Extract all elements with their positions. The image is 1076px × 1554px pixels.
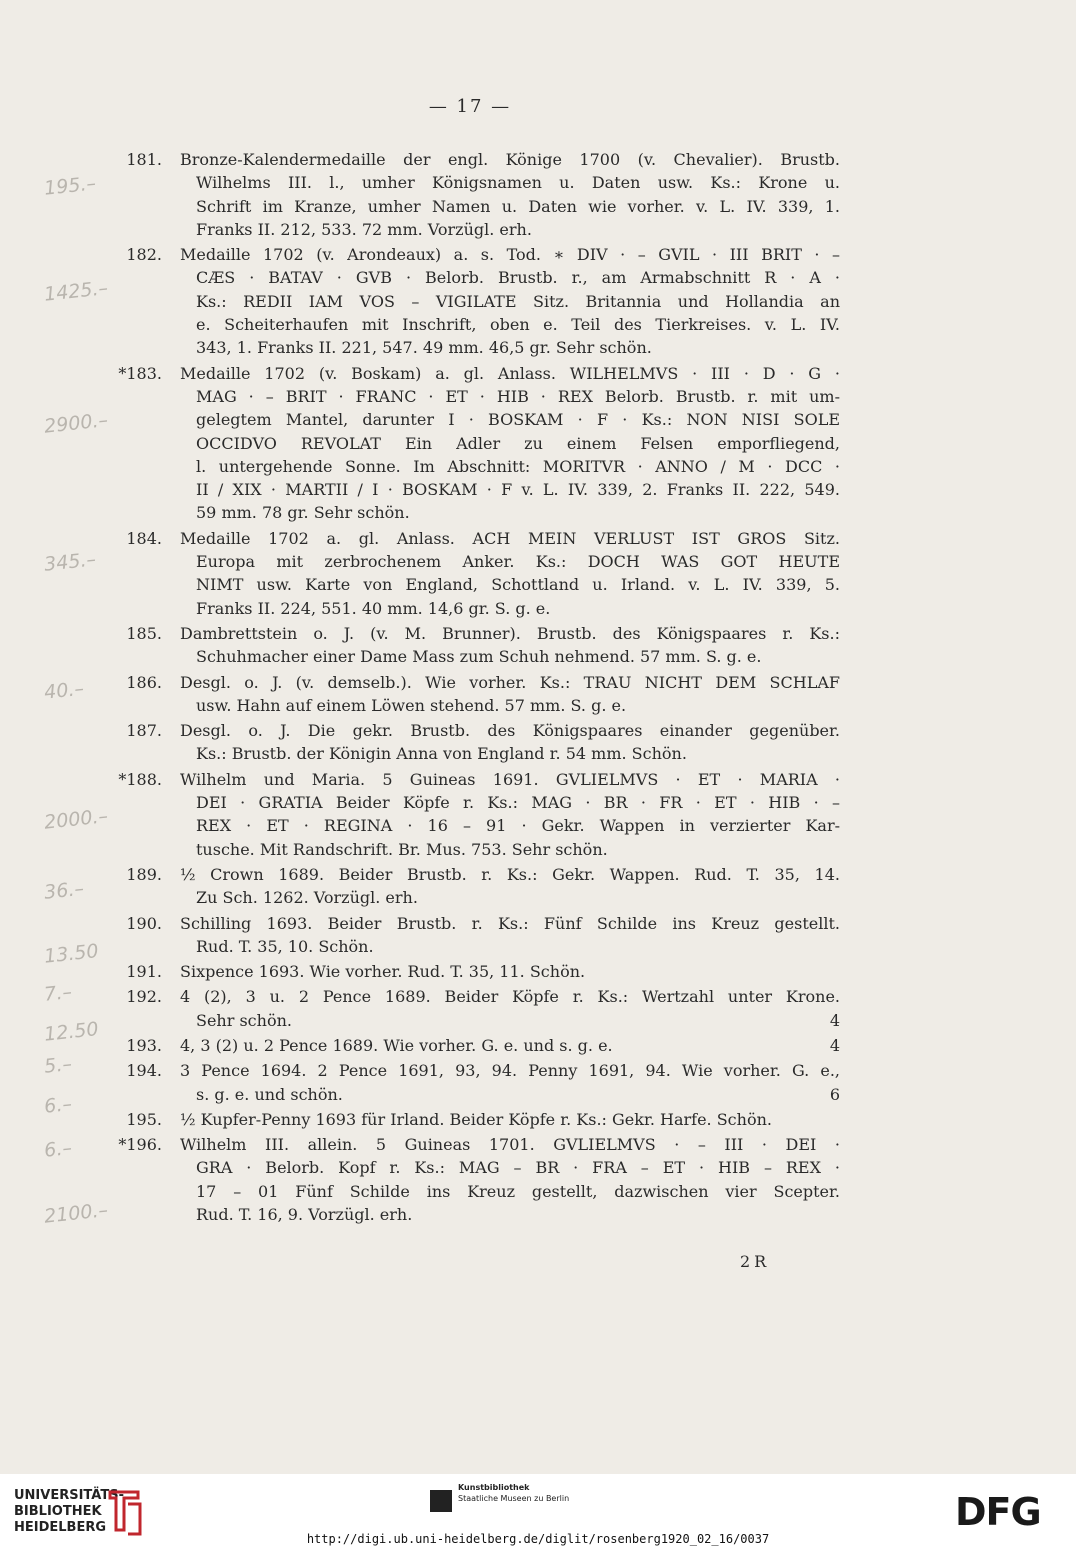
catalogue-entry — [0, 243, 1076, 359]
permalink-url[interactable]: http://digi.ub.uni-heidelberg.de/diglit/rosenberg1920_02_16/0037 — [306, 1532, 770, 1546]
entry-text-line: l. untergehende Sonne. Im Abschnitt: MORITVR · ANNO / M · DCC · — [196, 456, 840, 476]
entry-number: 195. — [126, 1109, 162, 1129]
entry-text-line: e. Scheiterhaufen mit Inschrift, oben e. Teil des Tierkreises. v. L. IV. — [196, 315, 840, 335]
entry-text-line: 343, 1. Franks II. 221, 547. 49 mm. 46,5 gr. Sehr schön. — [196, 338, 652, 358]
margin-price-note: 2900.– — [43, 409, 110, 438]
entry-text-line: Schuhmacher einer Dame Mass zum Schuh nehmend. 57 mm. S. g. e. — [196, 647, 762, 667]
entry-text-line: Sixpence 1693. Wie vorher. Rud. T. 35, 11. Schön. — [180, 962, 586, 982]
entry-text-line: Medaille 1702 (v. Arondeaux) a. s. Tod. ∗ DIV · – GVIL · III BRIT · – — [180, 245, 840, 265]
entry-text-line: Zu Sch. 1262. Vorzügl. erh. — [196, 888, 418, 908]
entry-text-line: ½ Kupfer-Penny 1693 für Irland. Beider Köpfe r. Ks.: Gekr. Harfe. Schön. — [180, 1109, 772, 1129]
entry-text-line: NIMT usw. Karte von England, Schottland u. Irland. v. L. IV. 339, 5. — [196, 575, 840, 595]
catalogue-entry — [0, 362, 1076, 525]
entry-number: 185. — [126, 623, 162, 643]
margin-price-note: 2000.– — [43, 805, 110, 834]
entry-number: 184. — [126, 528, 162, 548]
entry-number: 192. — [126, 987, 162, 1007]
entry-text-line: Dambrettstein o. J. (v. M. Brunner). Brustb. des Königspaares r. Ks.: — [180, 623, 840, 643]
entry-text-line: Rud. T. 35, 10. Schön. — [196, 936, 374, 956]
catalogue-entry — [0, 671, 1076, 718]
ub-logo-mark-icon — [104, 1484, 144, 1538]
margin-price-note: 7.– — [43, 980, 73, 1006]
margin-price-note: 36.– — [43, 877, 85, 904]
entry-text-line: II / XIX · MARTII / I · BOSKAM · F v. L. IV. 339, 2. Franks II. 222, 549. — [196, 480, 840, 500]
entry-text-line: Desgl. o. J. (v. demselb.). Wie vorher. Ks.: TRAU NICHT DEM SCHLAF — [180, 672, 840, 692]
entry-text-line: Medaille 1702 (v. Boskam) a. gl. Anlass. WILHELMVS · III · D · G · — [180, 363, 840, 383]
entry-number: *196. — [118, 1135, 162, 1155]
ub-line: HEIDELBERG — [14, 1520, 107, 1535]
margin-price-note: 1425.– — [43, 277, 110, 306]
printer-signature: 2R — [740, 1252, 771, 1271]
entry-text-line: s. g. e. und schön. — [196, 1084, 343, 1104]
entry-text-line: Schrift im Kranze, umher Namen u. Daten wie vorher. v. L. IV. 339, 1. — [196, 196, 840, 216]
catalogue-entry — [0, 863, 1076, 910]
catalogue-entry — [0, 622, 1076, 669]
catalogue-entry — [0, 1108, 1076, 1131]
entry-text-line: Rud. T. 16, 9. Vorzügl. erh. — [196, 1205, 413, 1225]
entry-text-line: Medaille 1702 a. gl. Anlass. ACH MEIN VERLUST IST GROS Sitz. — [180, 528, 840, 548]
entry-number: 187. — [126, 721, 162, 741]
lot-quantity: 4 — [829, 1010, 840, 1030]
ub-line: UNIVERSITÄTS- — [14, 1488, 124, 1503]
catalogue-entry — [0, 148, 1076, 241]
kb-line: Kunstbibliothek — [458, 1483, 530, 1492]
entry-text-line: Wilhelm III. allein. 5 Guineas 1701. GVLIELMVS · – III · DEI · — [180, 1135, 840, 1155]
dfg-logo[interactable]: DFG — [955, 1490, 1041, 1534]
margin-price-note: 12.50 — [43, 1018, 100, 1046]
entry-text-line — [196, 1009, 840, 1032]
entry-text-line: MAG · – BRIT · FRANC · ET · HIB · REX Belorb. Brustb. r. mit um- — [196, 386, 840, 406]
catalogue-entry — [0, 1133, 1076, 1226]
entry-number: 189. — [126, 864, 162, 884]
entry-text-line: tusche. Mit Randschrift. Br. Mus. 753. Sehr schön. — [196, 839, 608, 859]
kunstbibliothek-logo[interactable] — [458, 1482, 569, 1504]
entry-text-line: 4, 3 (2) u. 2 Pence 1689. Wie vorher. G. e. und s. g. e. — [180, 1035, 613, 1055]
entry-text-line: Wilhelm und Maria. 5 Guineas 1691. GVLIELMVS · ET · MARIA · — [180, 769, 840, 789]
entry-text-line: Franks II. 224, 551. 40 mm. 14,6 gr. S. g. e. — [196, 598, 551, 618]
catalogue-entry — [0, 1059, 1076, 1106]
entry-text-line: Ks.: REDII IAM VOS – VIGILATE Sitz. Britannia und Hollandia an — [196, 291, 840, 311]
margin-price-note: 40.– — [43, 677, 85, 704]
margin-price-note: 13.50 — [43, 940, 100, 968]
catalogue-entry — [0, 719, 1076, 766]
entry-text-line: gelegtem Mantel, darunter I · BOSKAM · F · Ks.: NON NISI SOLE — [196, 410, 840, 430]
entry-number: *183. — [118, 363, 162, 383]
catalogue-entry — [0, 527, 1076, 620]
entry-number: 191. — [126, 962, 162, 982]
kb-line: Staatliche Museen zu Berlin — [458, 1494, 570, 1503]
kb-logo-mark-icon — [430, 1490, 452, 1512]
catalogue-entry — [0, 1034, 1076, 1057]
entry-text-line: Bronze-Kalendermedaille der engl. Könige 1700 (v. Chevalier). Brustb. — [180, 150, 840, 169]
margin-price-note: 6.– — [43, 1136, 73, 1162]
catalogue-entry — [0, 768, 1076, 861]
entry-text-line: Ks.: Brustb. der Königin Anna von England r. 54 mm. Schön. — [196, 744, 687, 764]
entry-text-line: Europa mit zerbrochenem Anker. Ks.: DOCH WAS GOT HEUTE — [196, 552, 840, 572]
entry-text-line: Wilhelms III. l., umher Königsnamen u. Daten usw. Ks.: Krone u. — [196, 173, 840, 193]
entry-text-line: 4 (2), 3 u. 2 Pence 1689. Beider Köpfe r. Ks.: Wertzahl unter Krone. — [180, 987, 840, 1007]
entry-text-line: DEI · GRATIA Beider Köpfe r. Ks.: MAG · BR · FR · ET · HIB · – — [196, 793, 840, 813]
catalogue-entry — [0, 912, 1076, 959]
entry-number: 193. — [126, 1035, 162, 1055]
entry-text-line: Sehr schön. — [196, 1010, 292, 1030]
page-number: — 17 — — [428, 96, 512, 117]
entry-number: 181. — [126, 150, 162, 169]
entry-text-line: 3 Pence 1694. 2 Pence 1691, 93, 94. Penny 1691, 94. Wie vorher. G. e., — [180, 1061, 840, 1081]
entry-number: 190. — [126, 913, 162, 933]
catalogue-entry — [0, 985, 1076, 1032]
entry-text-line: OCCIDVO REVOLAT Ein Adler zu einem Felsen emporfliegend, — [196, 433, 840, 453]
entry-number: 194. — [126, 1061, 162, 1081]
entry-text-line: ½ Crown 1689. Beider Brustb. r. Ks.: Gekr. Wappen. Rud. T. 35, 14. — [180, 864, 840, 884]
entry-text-line — [196, 1083, 840, 1106]
entry-text-line: Schilling 1693. Beider Brustb. r. Ks.: Fünf Schilde ins Kreuz gestellt. — [180, 913, 840, 933]
margin-price-note: 195.– — [43, 172, 97, 200]
entry-text-line: usw. Hahn auf einem Löwen stehend. 57 mm. S. g. e. — [196, 695, 627, 715]
margin-price-note: 345.– — [43, 548, 97, 576]
footer-bar — [0, 1474, 1076, 1554]
margin-price-note: 5.– — [43, 1052, 73, 1078]
entry-text-line: CÆS · BATAV · GVB · Belorb. Brustb. r., am Armabschnitt R · A · — [196, 268, 840, 288]
entry-text-line: GRA · Belorb. Kopf r. Ks.: MAG – BR · FRA – ET · HIB – REX · — [196, 1158, 840, 1178]
lot-quantity: 4 — [829, 1035, 840, 1055]
entry-text-line: 59 mm. 78 gr. Sehr schön. — [196, 503, 410, 523]
entry-number: 186. — [126, 672, 162, 692]
entry-text-line: Desgl. o. J. Die gekr. Brustb. des Königspaares einander gegenüber. — [180, 721, 840, 741]
catalogue-entries — [0, 148, 1076, 1228]
lot-quantity: 6 — [829, 1084, 840, 1104]
entry-text-line: 17 – 01 Fünf Schilde ins Kreuz gestellt, dazwischen vier Scepter. — [196, 1181, 840, 1201]
entry-number: 182. — [126, 245, 162, 265]
entry-text-line: REX · ET · REGINA · 16 – 91 · Gekr. Wappen in verzierter Kar- — [196, 816, 840, 836]
margin-price-note: 2100.– — [43, 1199, 110, 1228]
entry-text-line — [180, 1034, 840, 1057]
entry-number: *188. — [118, 769, 162, 789]
entry-text-line: Franks II. 212, 533. 72 mm. Vorzügl. erh. — [196, 219, 532, 239]
margin-price-note: 6.– — [43, 1092, 73, 1118]
ub-line: BIBLIOTHEK — [14, 1504, 102, 1519]
catalogue-entry — [0, 960, 1076, 983]
